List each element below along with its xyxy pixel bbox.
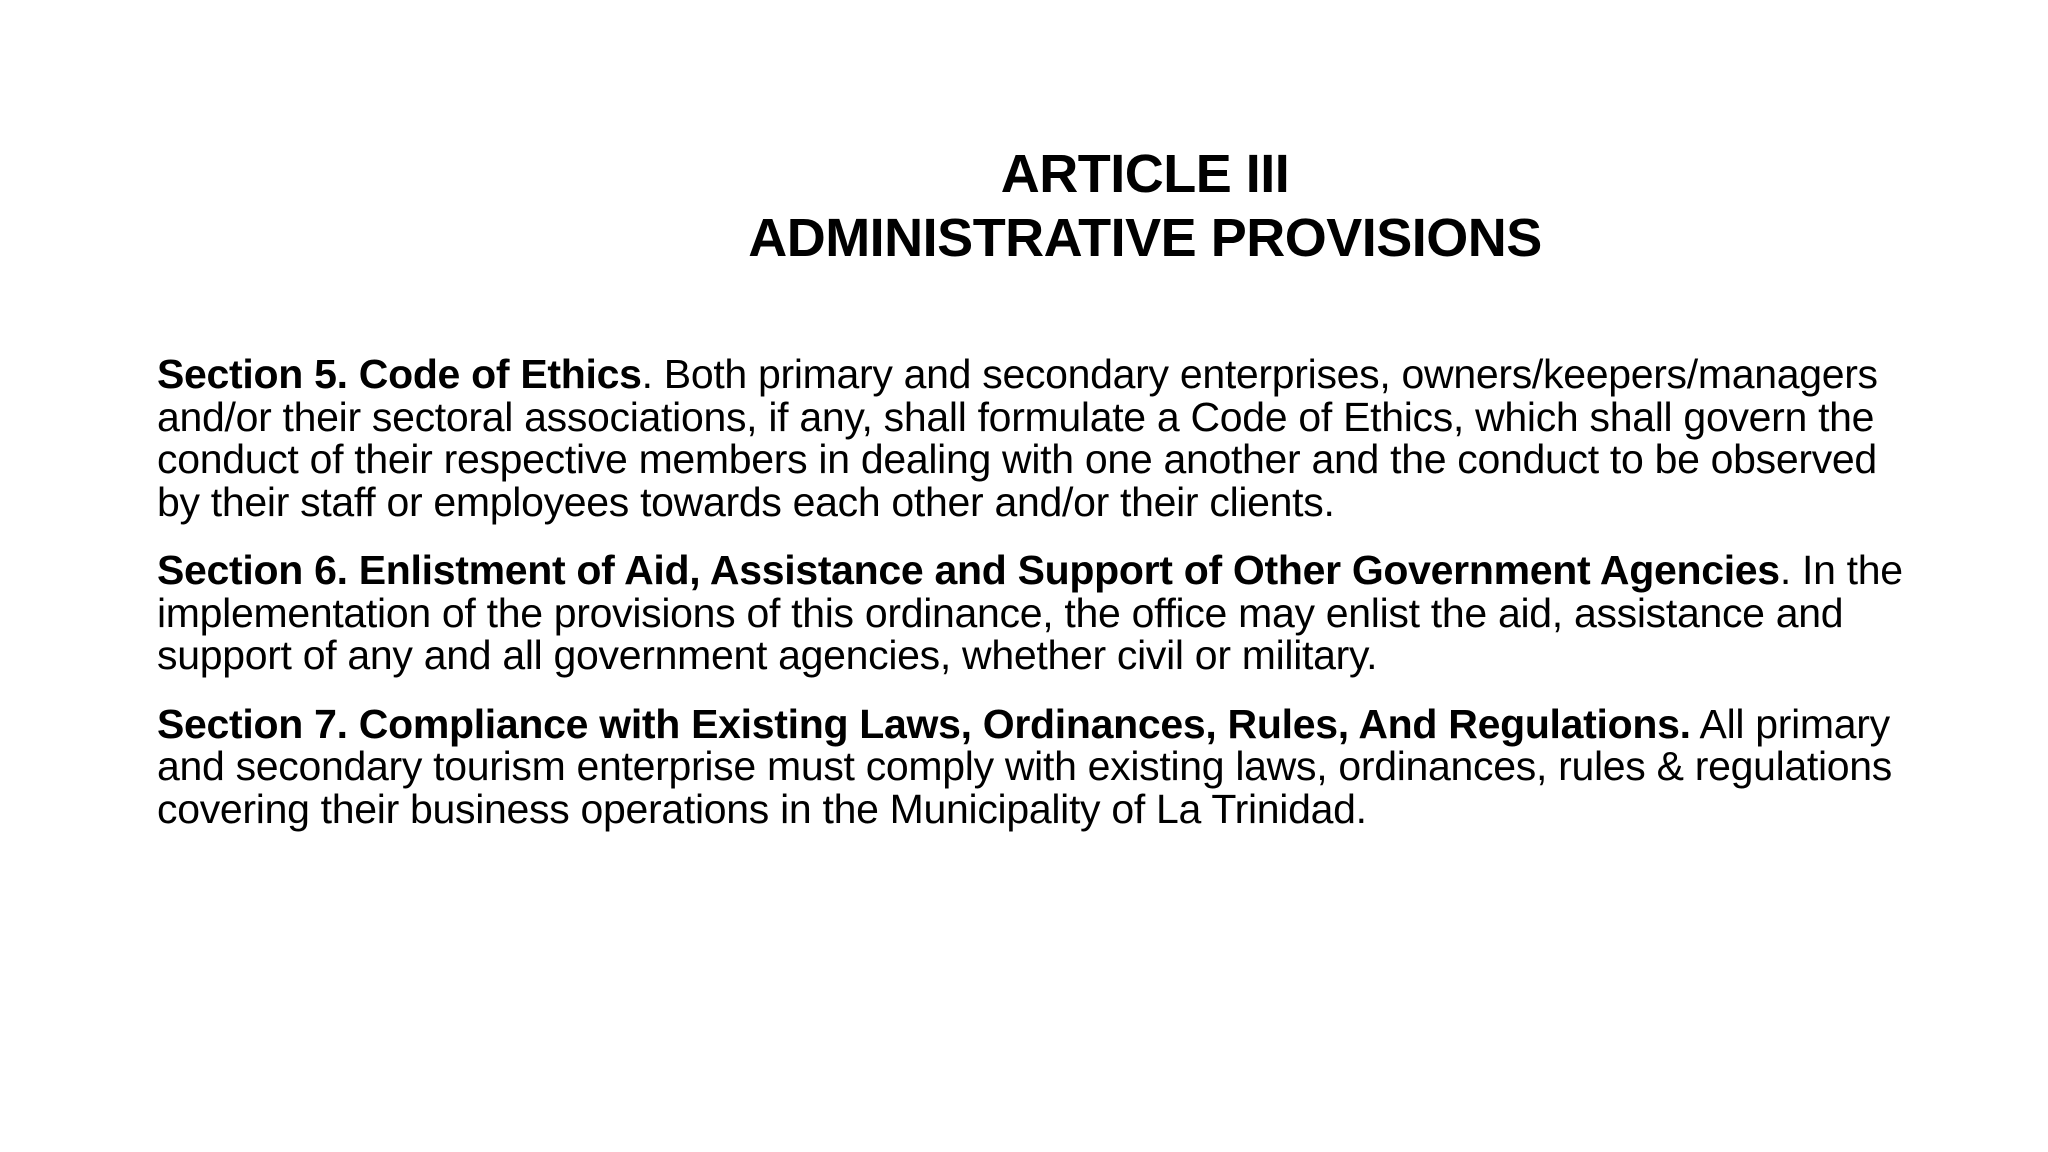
article-body — [157, 353, 1917, 856]
article-title-block — [590, 142, 1700, 270]
section-7 — [157, 700, 1917, 832]
section-5-text: . Both primary and secondary enterprises, owners/keepers/managers and/or their sectoral associations, if any, shall formulate a Code of Ethics, which shall govern the conduct of their respective members in dealing with one another and the conduct to be observed by their staff or employees towards each other and/or their clients. — [157, 351, 1878, 525]
section-5-heading: Section 5. Code of Ethics — [157, 351, 642, 397]
section-7-text: All primary and secondary tourism enterprise must comply with existing laws, ordinances, rules & regulations covering their business operations in the Municipality of La Trinidad. — [157, 700, 1893, 832]
article-title: ADMINISTRATIVE PROVISIONS — [748, 208, 1542, 268]
section-6 — [157, 549, 1917, 677]
section-6-text: . In the implementation of the provisions of this ordinance, the office may enlist the aid, assistance and support of any and all government agencies, whether civil or military. — [157, 547, 1903, 678]
section-6-heading: Section 6. Enlistment of Aid, Assistance and Support of Other Government Agencies — [157, 547, 1780, 593]
section-5 — [157, 353, 1917, 523]
article-number: ARTICLE III — [1000, 144, 1290, 204]
section-7-heading: Section 7. Compliance with Existing Laws, Ordinances, Rules, And Regulations. — [157, 700, 1691, 747]
